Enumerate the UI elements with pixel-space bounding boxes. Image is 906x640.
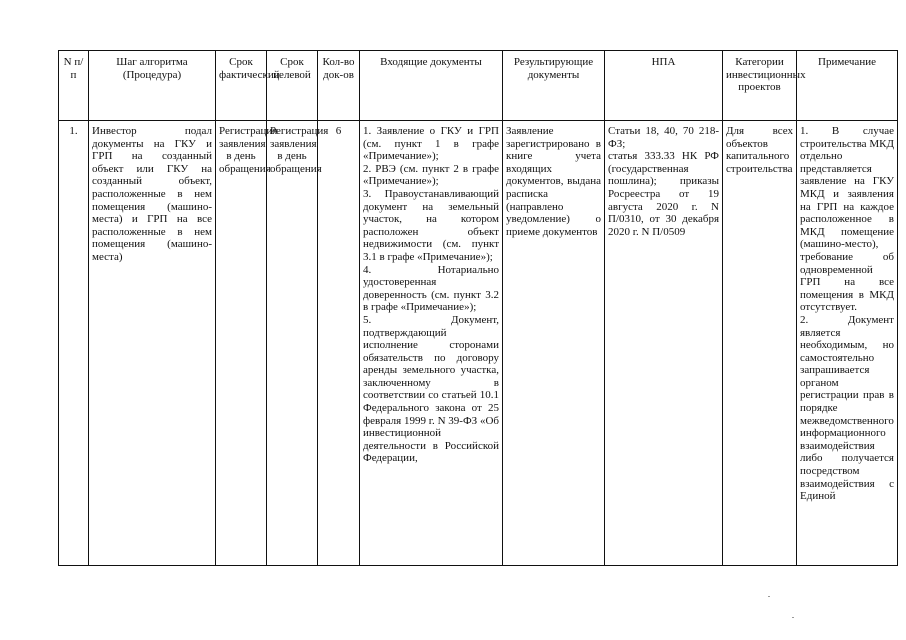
- input-doc-item: 1. Заявление о ГКУ и ГРП (см. пункт 1 в графе «Примечание»);: [363, 125, 499, 163]
- row-actual-term: Регистрация заявления в день обращения: [216, 121, 267, 566]
- procedure-table: [58, 50, 898, 566]
- row-target-term: Регистрация заявления в день обращения: [267, 121, 318, 566]
- row-result-docs: Заявление зарегистрировано в книге учета входящих документов, выдана расписка (направлено уведомление) о приеме документов: [503, 121, 605, 566]
- row-num: 1.: [59, 121, 89, 566]
- header-note: Примечание: [797, 51, 898, 121]
- header-categories: Категории инвестиционных проектов: [723, 51, 797, 121]
- npa-item: Статьи 18, 40, 70 218-ФЗ;: [608, 125, 719, 150]
- header-npa: НПА: [605, 51, 723, 121]
- row-input-docs: [360, 121, 503, 566]
- scan-speck: [768, 596, 770, 597]
- header-doc-count: Кол-во док-ов: [318, 51, 360, 121]
- row-npa: [605, 121, 723, 566]
- input-doc-item: 2. РВЭ (см. пункт 2 в графе «Примечание»);: [363, 162, 499, 188]
- row-step: Инвестор подал документы на ГКУ и ГРП на созданный объект или ГКУ на созданный объект, расположенные в нем помещения (машино-места) и ГРП на все расположенные в нем помещения (машино-места): [89, 121, 216, 566]
- note-item: 2. Документ является необходимым, но самостоятельно запрашивается органом регистрации прав в порядке межведомственного информационного взаимодействия либо получается посредством взаимодействия с Единой: [800, 313, 894, 503]
- header-target-term: Срок целевой: [267, 51, 318, 121]
- row-doc-count: 6: [318, 121, 360, 566]
- header-row: [59, 51, 898, 121]
- npa-item: статья 333.33 НК РФ (государственная пошлина); приказы Росреестра от 19 августа 2020 г. N П/0310, от 30 декабря 2020 г. N П/0509: [608, 150, 719, 238]
- input-doc-item: 3. Правоустанавливающий документ на земельный участок, на котором расположен объект недвижимости (см. пункт 3.1 в графе «Примечание»);: [363, 187, 499, 263]
- input-doc-item: 4. Нотариально удостоверенная доверенность (см. пункт 3.2 в графе «Примечание»);: [363, 263, 499, 314]
- input-doc-item: 5. Документ, подтверждающий исполнение сторонами обязательств по договору аренды земельного участка, заключенному в соответствии со статьей 10.1 Федерального закона от 25 февраля 1999 г. N 39-ФЗ «Об инвестиционной деятельности в Российской Федерации,: [363, 313, 499, 465]
- header-result-docs: Результирующие документы: [503, 51, 605, 121]
- row-note: [797, 121, 898, 566]
- note-item: 1. В случае строительства МКД отдельно представляется заявление на ГКУ МКД и заявления на ГРП на каждое расположенное в МКД помещение (машино-место), требование об одновременной ГРП на все помещения в МКД отсутствует.: [800, 125, 894, 314]
- header-step: Шаг алгоритма (Процедура): [89, 51, 216, 121]
- header-num: N п/п: [59, 51, 89, 121]
- header-input-docs: Входящие документы: [360, 51, 503, 121]
- table-row: [59, 121, 898, 566]
- header-actual-term: Срок фактический: [216, 51, 267, 121]
- row-categories: Для всех объектов капитального строительства: [723, 121, 797, 566]
- scan-speck: [792, 617, 794, 618]
